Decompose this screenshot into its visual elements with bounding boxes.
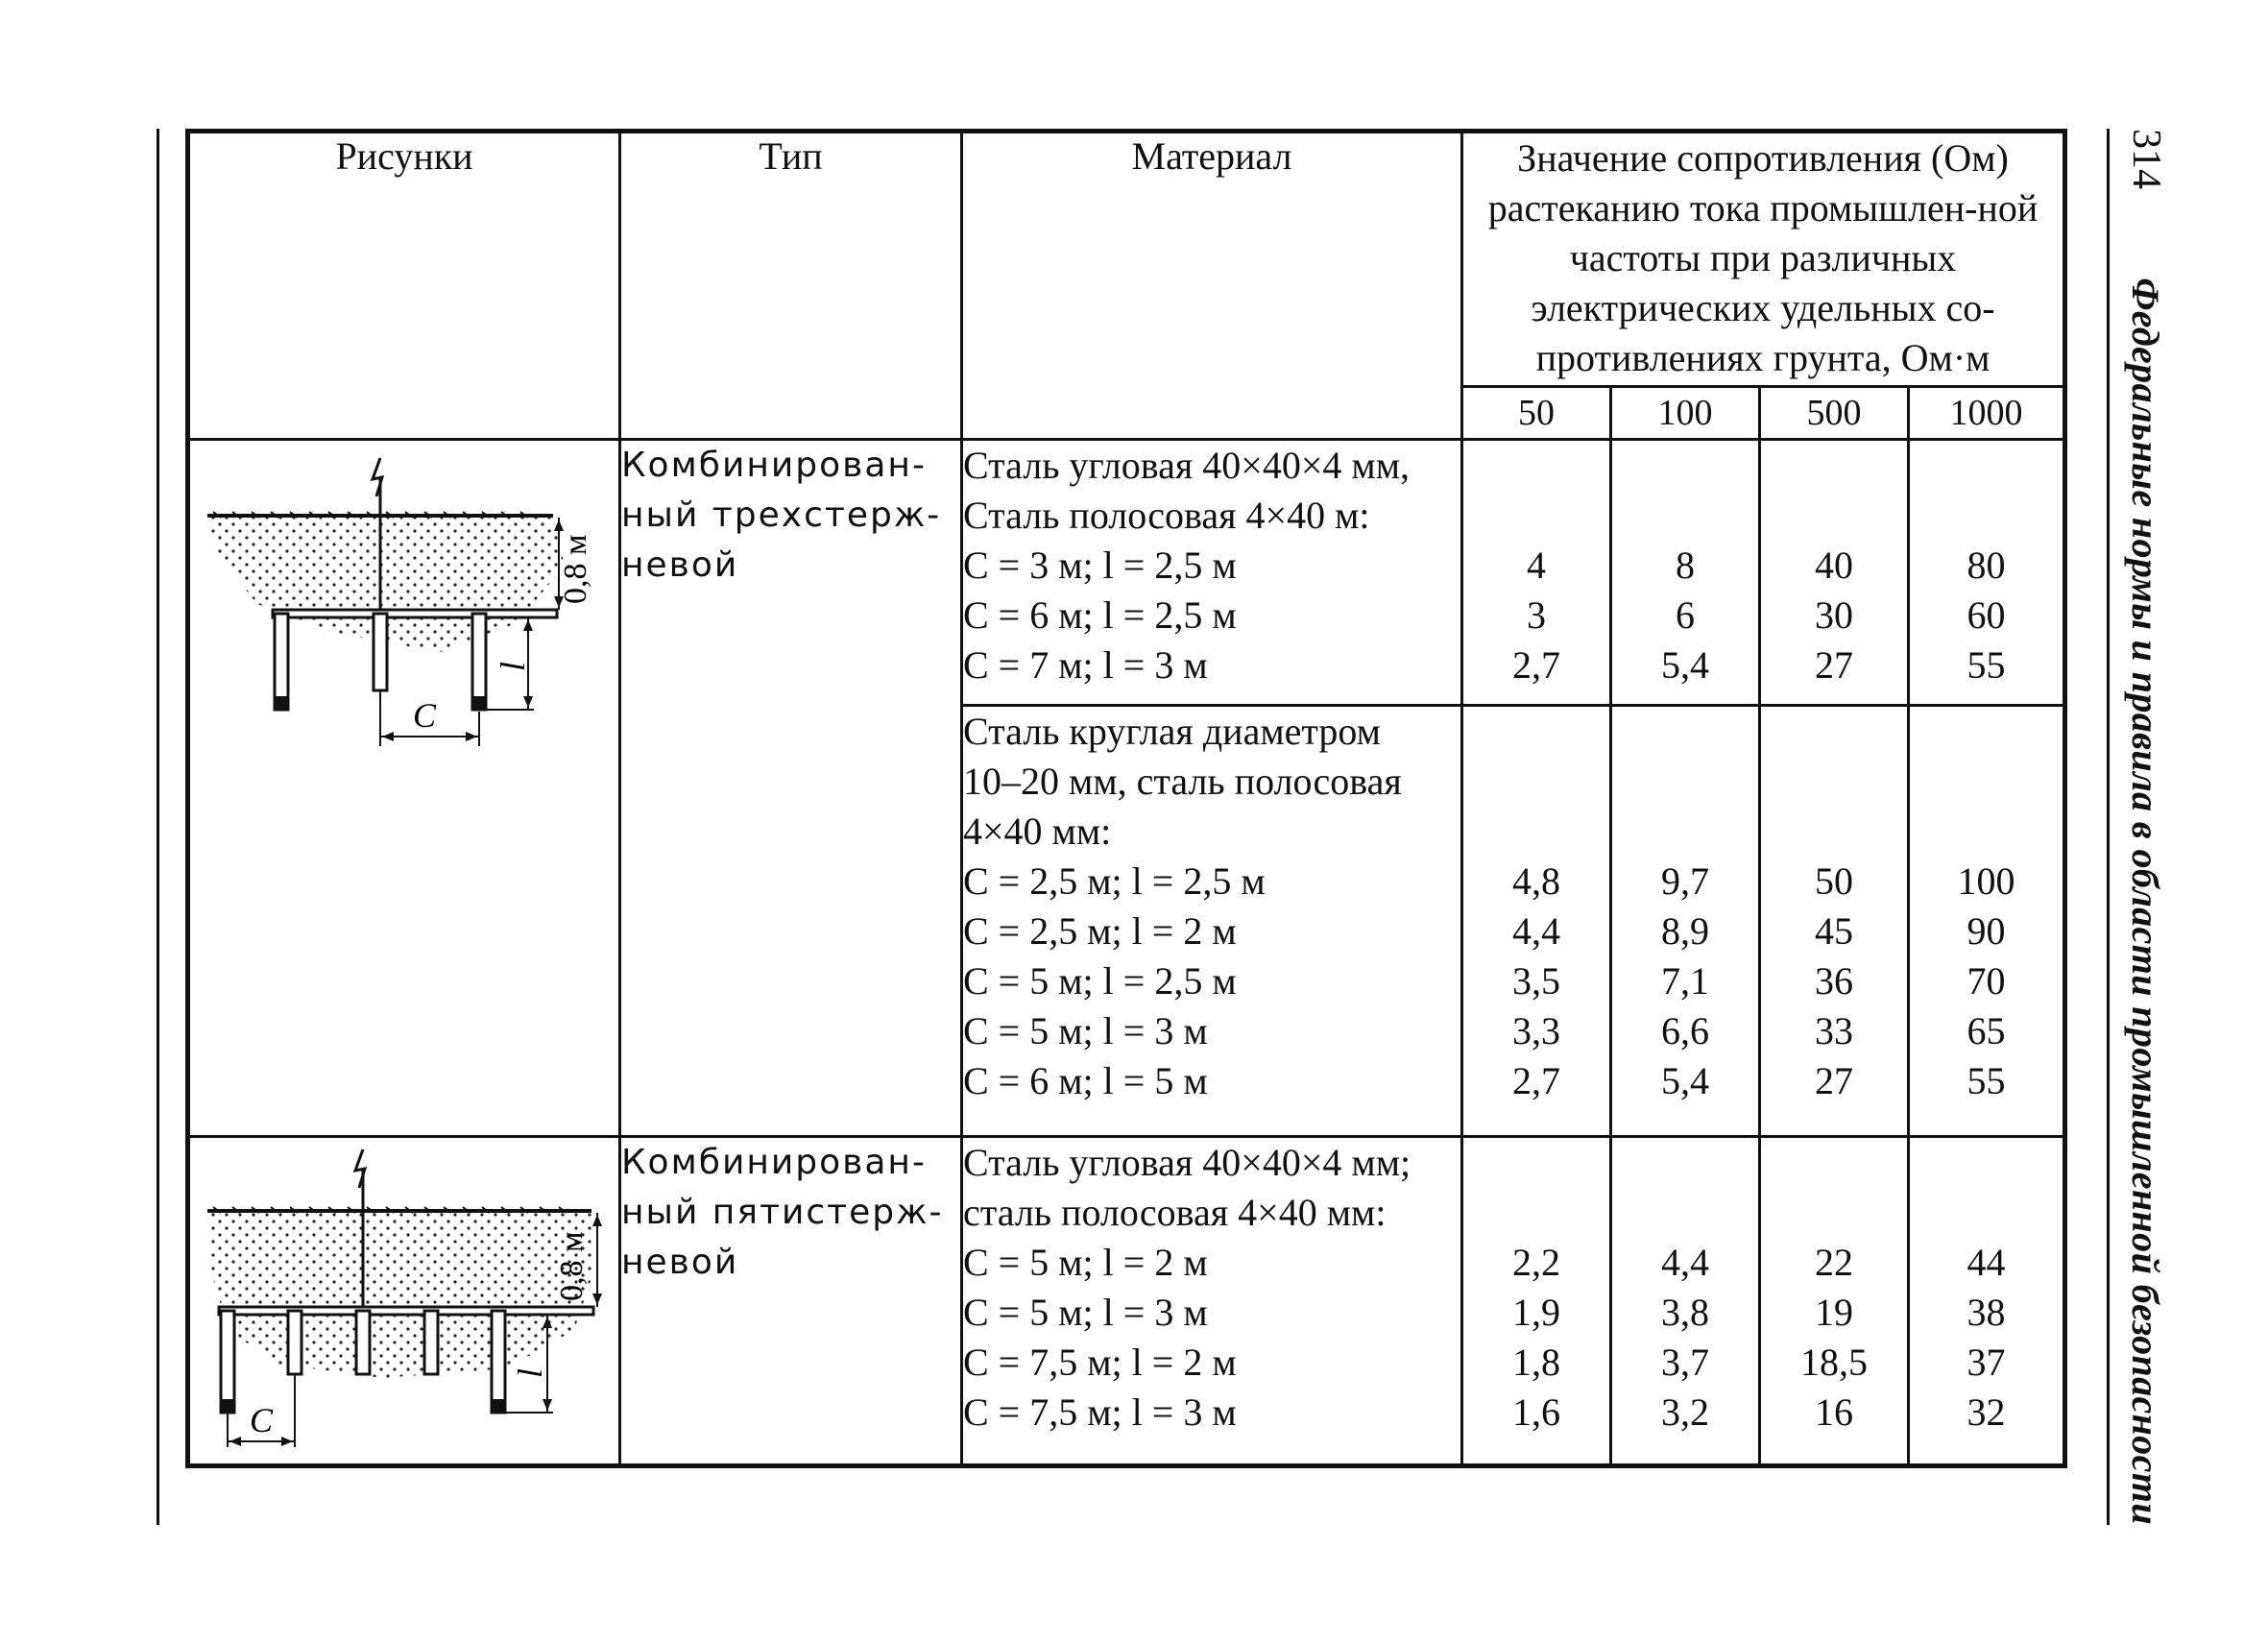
value: 90 <box>1966 908 2006 953</box>
header-soil-100: 100 <box>1611 386 1760 439</box>
value: 32 <box>1966 1390 2006 1434</box>
value: 50 <box>1815 858 1853 903</box>
header-soil-50: 50 <box>1462 386 1611 439</box>
values-1000 <box>1909 439 2065 705</box>
values-50 <box>1462 439 1611 705</box>
page-number: 314 <box>2124 129 2168 189</box>
value: 1,9 <box>1512 1290 1560 1334</box>
row-label: С = 5 м; l = 3 м <box>963 1008 1208 1052</box>
material-line: Сталь угловая 40×40×4 мм, <box>963 443 1411 487</box>
values-500 <box>1760 439 1909 705</box>
row-label: С = 6 м; l = 2,5 м <box>963 592 1237 637</box>
spine-line <box>2107 129 2110 1525</box>
running-header <box>2112 129 2180 1525</box>
row-label: С = 2,5 м; l = 2,5 м <box>963 858 1266 903</box>
value: 16 <box>1815 1390 1853 1434</box>
header-figures: Рисунки <box>188 132 620 440</box>
value: 30 <box>1815 592 1853 637</box>
material-line: сталь полосовая 4×40 мм: <box>963 1190 1387 1234</box>
value: 3,7 <box>1661 1340 1709 1384</box>
value: 2,7 <box>1512 642 1560 687</box>
row-label: С = 5 м; l = 2 м <box>963 1240 1208 1284</box>
value: 4 <box>1527 543 1546 587</box>
value: 65 <box>1966 1008 2006 1052</box>
header-resistance: Значение сопротивления (Ом) растеканию тока промышлен-ной частоты при различных электрических удельных со-противлениях грунта, Ом·м <box>1462 132 2065 387</box>
running-title: Федеральные нормы и правила в области промышленной безопасности <box>2124 278 2168 1525</box>
value: 36 <box>1815 958 1853 1003</box>
values-500 <box>1760 705 1909 1136</box>
value: 60 <box>1966 592 2006 637</box>
material-group-2 <box>962 705 1462 1136</box>
depth-label: 0,8 м <box>558 534 593 604</box>
value: 3,8 <box>1661 1290 1709 1334</box>
depth-label: 0,8 м <box>554 1231 590 1301</box>
row-label: С = 3 м; l = 2,5 м <box>963 543 1237 587</box>
row-label: С = 2,5 м; l = 2 м <box>963 908 1237 953</box>
value: 3,2 <box>1661 1390 1709 1434</box>
value: 70 <box>1966 958 2006 1003</box>
values-1000 <box>1909 705 2065 1136</box>
value: 22 <box>1815 1240 1853 1284</box>
type-five-rod: Комбинирован-ный пятистерж-невой <box>620 1136 962 1465</box>
header-soil-500: 500 <box>1760 386 1909 439</box>
spacing-label: C <box>413 695 437 735</box>
value: 27 <box>1815 1058 1853 1102</box>
value: 6 <box>1676 592 1695 637</box>
type-three-rod: Комбинирован-ный трехстерж-невой <box>620 439 962 1136</box>
five-rod-diagram <box>190 1138 622 1455</box>
spacing-label: C <box>250 1400 274 1439</box>
header-material: Материал <box>962 132 1462 440</box>
value: 2,7 <box>1512 1058 1560 1102</box>
material-line: Сталь круглая диаметром <box>963 709 1381 753</box>
value: 19 <box>1815 1290 1853 1334</box>
value: 7,1 <box>1661 958 1709 1003</box>
three-rod-diagram <box>190 441 622 735</box>
material-line: Сталь полосовая 4×40 м: <box>963 493 1370 537</box>
row-label: С = 7 м; l = 3 м <box>963 642 1208 687</box>
value: 40 <box>1815 543 1853 587</box>
value: 37 <box>1966 1340 2006 1384</box>
value: 100 <box>1957 858 2015 903</box>
value: 55 <box>1966 1058 2006 1102</box>
value: 8,9 <box>1661 908 1709 953</box>
values-50 <box>1462 705 1611 1136</box>
figure-three-rod <box>188 439 620 1136</box>
value: 8 <box>1676 543 1695 587</box>
values-100 <box>1611 705 1760 1136</box>
row-label: С = 5 м; l = 3 м <box>963 1290 1208 1334</box>
figure-five-rod <box>188 1136 620 1465</box>
header-type: Тип <box>620 132 962 440</box>
value: 4,4 <box>1661 1240 1709 1284</box>
value: 38 <box>1966 1290 2006 1334</box>
length-label: l <box>511 1367 549 1378</box>
values-100 <box>1611 439 1760 705</box>
grounding-resistance-table <box>185 129 2067 1468</box>
value: 5,4 <box>1661 642 1709 687</box>
value: 4,4 <box>1512 908 1560 953</box>
material-line: Сталь угловая 40×40×4 мм; <box>963 1140 1411 1184</box>
material-group-3 <box>962 1136 1462 1465</box>
length-label: l <box>494 661 532 671</box>
values-50 <box>1462 1136 1611 1465</box>
value: 45 <box>1815 908 1853 953</box>
value: 2,2 <box>1512 1240 1560 1284</box>
value: 3,3 <box>1512 1008 1560 1052</box>
value: 5,4 <box>1661 1058 1709 1102</box>
values-500 <box>1760 1136 1909 1465</box>
value: 18,5 <box>1800 1340 1868 1384</box>
gutter-line <box>157 129 159 1525</box>
material-line: 10–20 мм, сталь полосовая <box>963 759 1402 803</box>
value: 3,5 <box>1512 958 1560 1003</box>
value: 1,8 <box>1512 1340 1560 1384</box>
header-soil-1000: 1000 <box>1909 386 2065 439</box>
material-group-1 <box>962 439 1462 705</box>
row-label: С = 6 м; l = 5 м <box>963 1058 1208 1102</box>
value: 44 <box>1966 1240 2006 1284</box>
values-100 <box>1611 1136 1760 1465</box>
value: 3 <box>1527 592 1546 637</box>
value: 55 <box>1966 642 2006 687</box>
row-label: С = 7,5 м; l = 3 м <box>963 1390 1237 1434</box>
value: 9,7 <box>1661 858 1709 903</box>
material-line: 4×40 мм: <box>963 809 1112 853</box>
value: 27 <box>1815 642 1853 687</box>
values-1000 <box>1909 1136 2065 1465</box>
value: 1,6 <box>1512 1390 1560 1434</box>
value: 4,8 <box>1512 858 1560 903</box>
row-label: С = 5 м; l = 2,5 м <box>963 958 1237 1003</box>
value: 80 <box>1966 543 2006 587</box>
value: 6,6 <box>1661 1008 1709 1052</box>
row-label: С = 7,5 м; l = 2 м <box>963 1340 1237 1384</box>
value: 33 <box>1815 1008 1853 1052</box>
